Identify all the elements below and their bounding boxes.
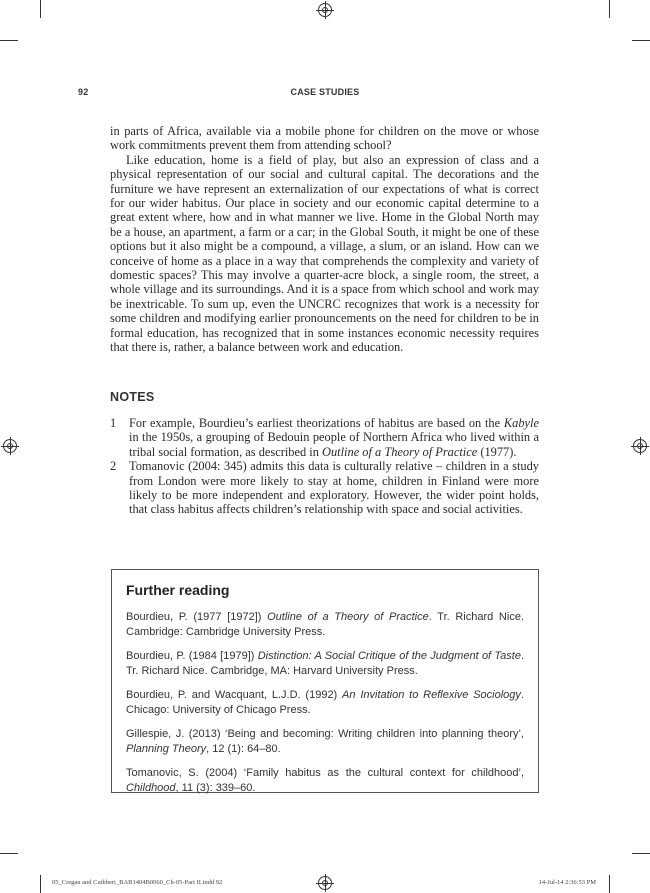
reference-entry [126,610,524,640]
page-number: 92 [78,87,89,97]
running-head-chapter-title: CASE STUDIES [290,87,360,97]
crop-mark-top-left [40,0,41,18]
note-number: 2 [110,459,117,474]
reference-text: . Chicago: University of Chicago Press. [126,689,524,716]
crop-mark-bottom-left [40,875,41,893]
crop-mark-left-bottom [0,853,18,854]
body-text [110,124,539,355]
further-reading-box [111,569,539,793]
reference-text: Tomanovic, S. (2004) ‘Family habitus as the cultural context for childhood’, [126,767,524,779]
reference-entry [126,727,524,757]
registration-mark-bottom [318,876,332,890]
reference-text: Gillespie, J. (2013) ‘Being and becoming: Writing children into planning theory’, [126,728,524,740]
note-text: Tomanovic (2004: 345) admits this data is culturally relative – children in a study from London were more likely to stay at home, children in Finland were more likely to be more independent and exploratory. However, the wider point holds, that class habitus affects children’s relationship with space and social activities. [129,459,539,517]
reference-title: An Invitation to Reflexive Sociology [342,689,521,701]
reference-text: Bourdieu, P. (1977 [1972]) [126,611,268,623]
note-number: 1 [110,416,117,430]
note-text: in the 1950s, a grouping of Bedouin people of Northern Africa who lived within a tribal social formation, as described in [129,430,539,459]
body-paragraph: in parts of Africa, available via a mobile phone for children on the move or whose work commitments prevent them from attending school? [110,124,539,153]
note-item [110,416,539,459]
reference-text: . Tr. Richard Nice. Cambridge, MA: Harvard University Press. [126,650,524,677]
reference-entry [126,649,524,679]
crop-mark-right-top [632,40,650,41]
crop-mark-left-top [0,40,18,41]
crop-mark-right-bottom [632,853,650,854]
note-italic-title: Outline of a Theory of Practice [322,444,478,459]
reference-title: Outline of a Theory of Practice [267,611,429,623]
note-item [110,459,539,517]
crop-mark-top-right [609,0,610,18]
reference-text: . Tr. Richard Nice. Cambridge: Cambridge University Press. [126,611,524,638]
reference-title: Planning Theory [126,743,207,755]
reference-title: Distinction: A Social Critique of the Judgment of Taste [257,650,521,662]
slug-timestamp: 14-Jul-14 2:36:53 PM [538,879,596,886]
reference-text: , 12 (1): 64–80. [206,743,281,755]
registration-mark-right [633,439,647,453]
reference-title: Childhood [126,782,176,794]
further-reading-title: Further reading [126,582,230,598]
reference-text: , 11 (3): 339–60. [175,782,256,794]
notes-heading: NOTES [110,390,155,404]
note-text: (1977). [477,444,517,459]
notes-list [110,416,539,517]
reference-text: Bourdieu, P. (1984 [1979]) [126,650,258,662]
crop-mark-bottom-right [609,875,610,893]
reference-text: Bourdieu, P. and Wacquant, L.J.D. (1992) [126,689,343,701]
reference-entry [126,688,524,718]
note-text: For example, Bourdieu’s earliest theorizations of habitus are based on the [129,416,504,430]
reference-entry [126,766,524,796]
registration-mark-top [318,3,332,17]
body-paragraph: Like education, home is a field of play, but also an expression of class and a physical representation of our social and cultural capital. The decorations and the furniture we have represent an externalization of our expectations of what is correct for our wider habitus. Our place in society and our economic capital determine to a great extent where, how and in what manner we live. Home in the Global North may be a house, an apartment, a farm or a car; in the Global South, it might be one of these options but it also might be a compound, a village, a slum, or an island. How can we conceive of home as a place in a way that comprehends the complexity and variety of domestic spaces? This may involve a quarter-acre block, a single room, the street, a whole village and its surroundings. And it is a space from which school and work may be inextricable. To sum up, even the UNCRC recognizes that work is a necessity for some children and modifying earlier pronouncements on the need for children to be in formal education, has recognized that in some instances economic necessity requires that there is, rather, a balance between work and education. [110,152,539,355]
registration-mark-left [3,439,17,453]
note-italic-term: Kabyle [503,416,539,430]
slug-file-info: 05_Cregan and Cuthbert_BAB1404B0060_Ch-05-Part II.indd 92 [52,879,223,886]
